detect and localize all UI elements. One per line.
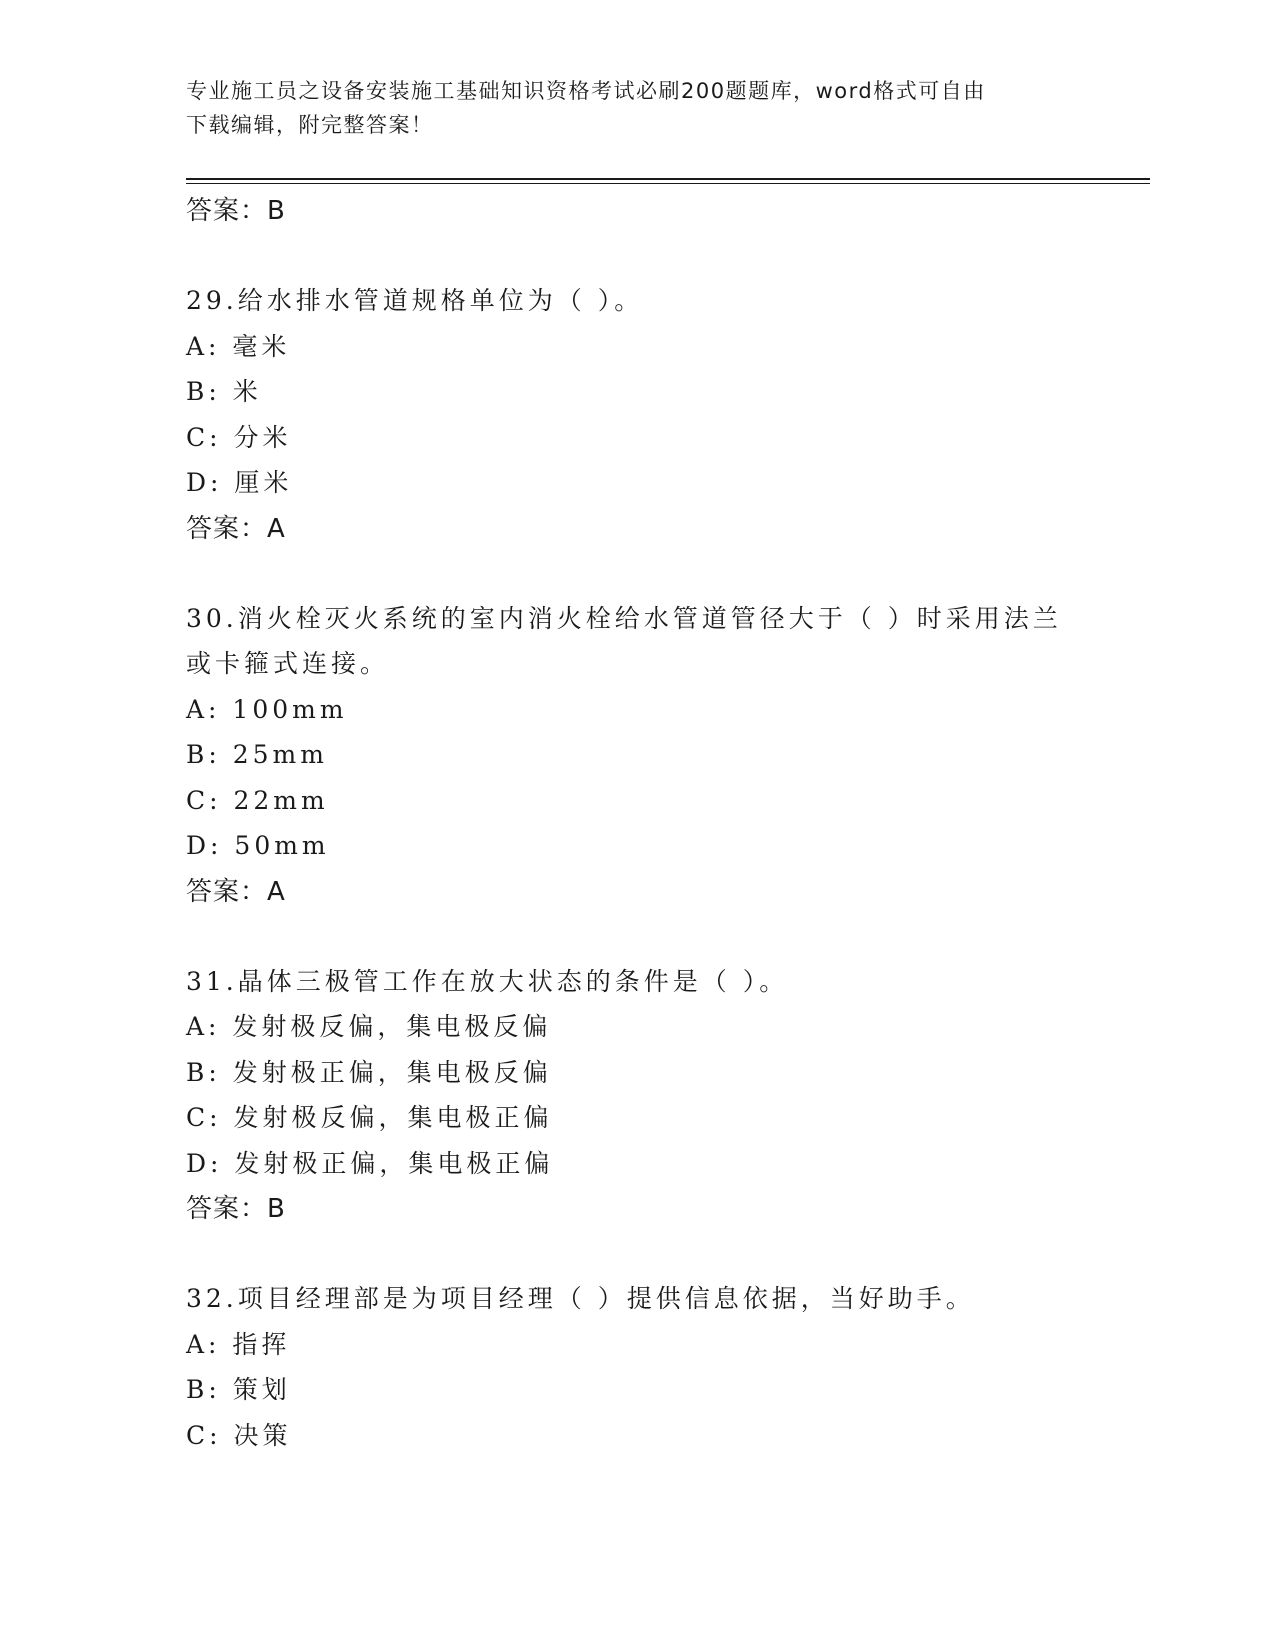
- question-answer: 答案：A: [186, 513, 286, 544]
- question-item: [186, 1276, 1086, 1458]
- option-c: C: 分米: [186, 422, 292, 452]
- option-c: C: 发射极反偏，集电极正偏: [186, 1103, 553, 1132]
- question-stem: 29.给水排水管道规格单位为（ ）。: [186, 286, 644, 315]
- question-answer: 答案：B: [186, 1194, 286, 1224]
- header-line-2: 下载编辑，附完整答案！: [186, 113, 434, 137]
- question-item: [186, 596, 1086, 915]
- question-stem: 30.消火栓灭火系统的室内消火栓给水管道管径大于（ ）时采用法兰: [186, 603, 1062, 633]
- question-list: [186, 188, 1086, 1458]
- option-d: D: 50mm: [186, 831, 330, 860]
- option-d: D: 发射极正偏，集电极正偏: [186, 1148, 554, 1178]
- header-divider-thin: [186, 183, 1150, 184]
- option-a: A: 指挥: [186, 1329, 291, 1359]
- question-item: [186, 278, 1086, 552]
- option-a: A: 发射极反偏，集电极反偏: [186, 1012, 552, 1041]
- option-b: B: 发射极正偏，集电极反偏: [186, 1057, 552, 1087]
- header-line-1: 专业施工员之设备安装施工基础知识资格考试必刷200题题库，word格式可自由: [186, 79, 986, 103]
- question-answer: 答案：A: [186, 876, 286, 907]
- option-c: C: 决策: [186, 1420, 292, 1450]
- previous-answer: 答案：B: [186, 196, 286, 226]
- question-stem: 31.晶体三极管工作在放大状态的条件是（ ）。: [186, 966, 789, 996]
- header-divider: [186, 178, 1150, 180]
- option-b: B: 25mm: [186, 740, 328, 769]
- option-a: A: 100mm: [186, 694, 348, 724]
- question-item: [186, 959, 1086, 1233]
- document-header: [186, 74, 1066, 142]
- question-stem-continued: 或卡箍式连接。: [186, 649, 390, 678]
- option-a: A: 毫米: [186, 331, 291, 361]
- option-b: B: 策划: [186, 1375, 291, 1404]
- option-c: C: 22mm: [186, 785, 329, 815]
- option-b: B: 米: [186, 377, 262, 406]
- question-stem: 32.项目经理部是为项目经理（ ）提供信息依据，当好助手。: [186, 1284, 975, 1313]
- option-d: D: 厘米: [186, 468, 293, 497]
